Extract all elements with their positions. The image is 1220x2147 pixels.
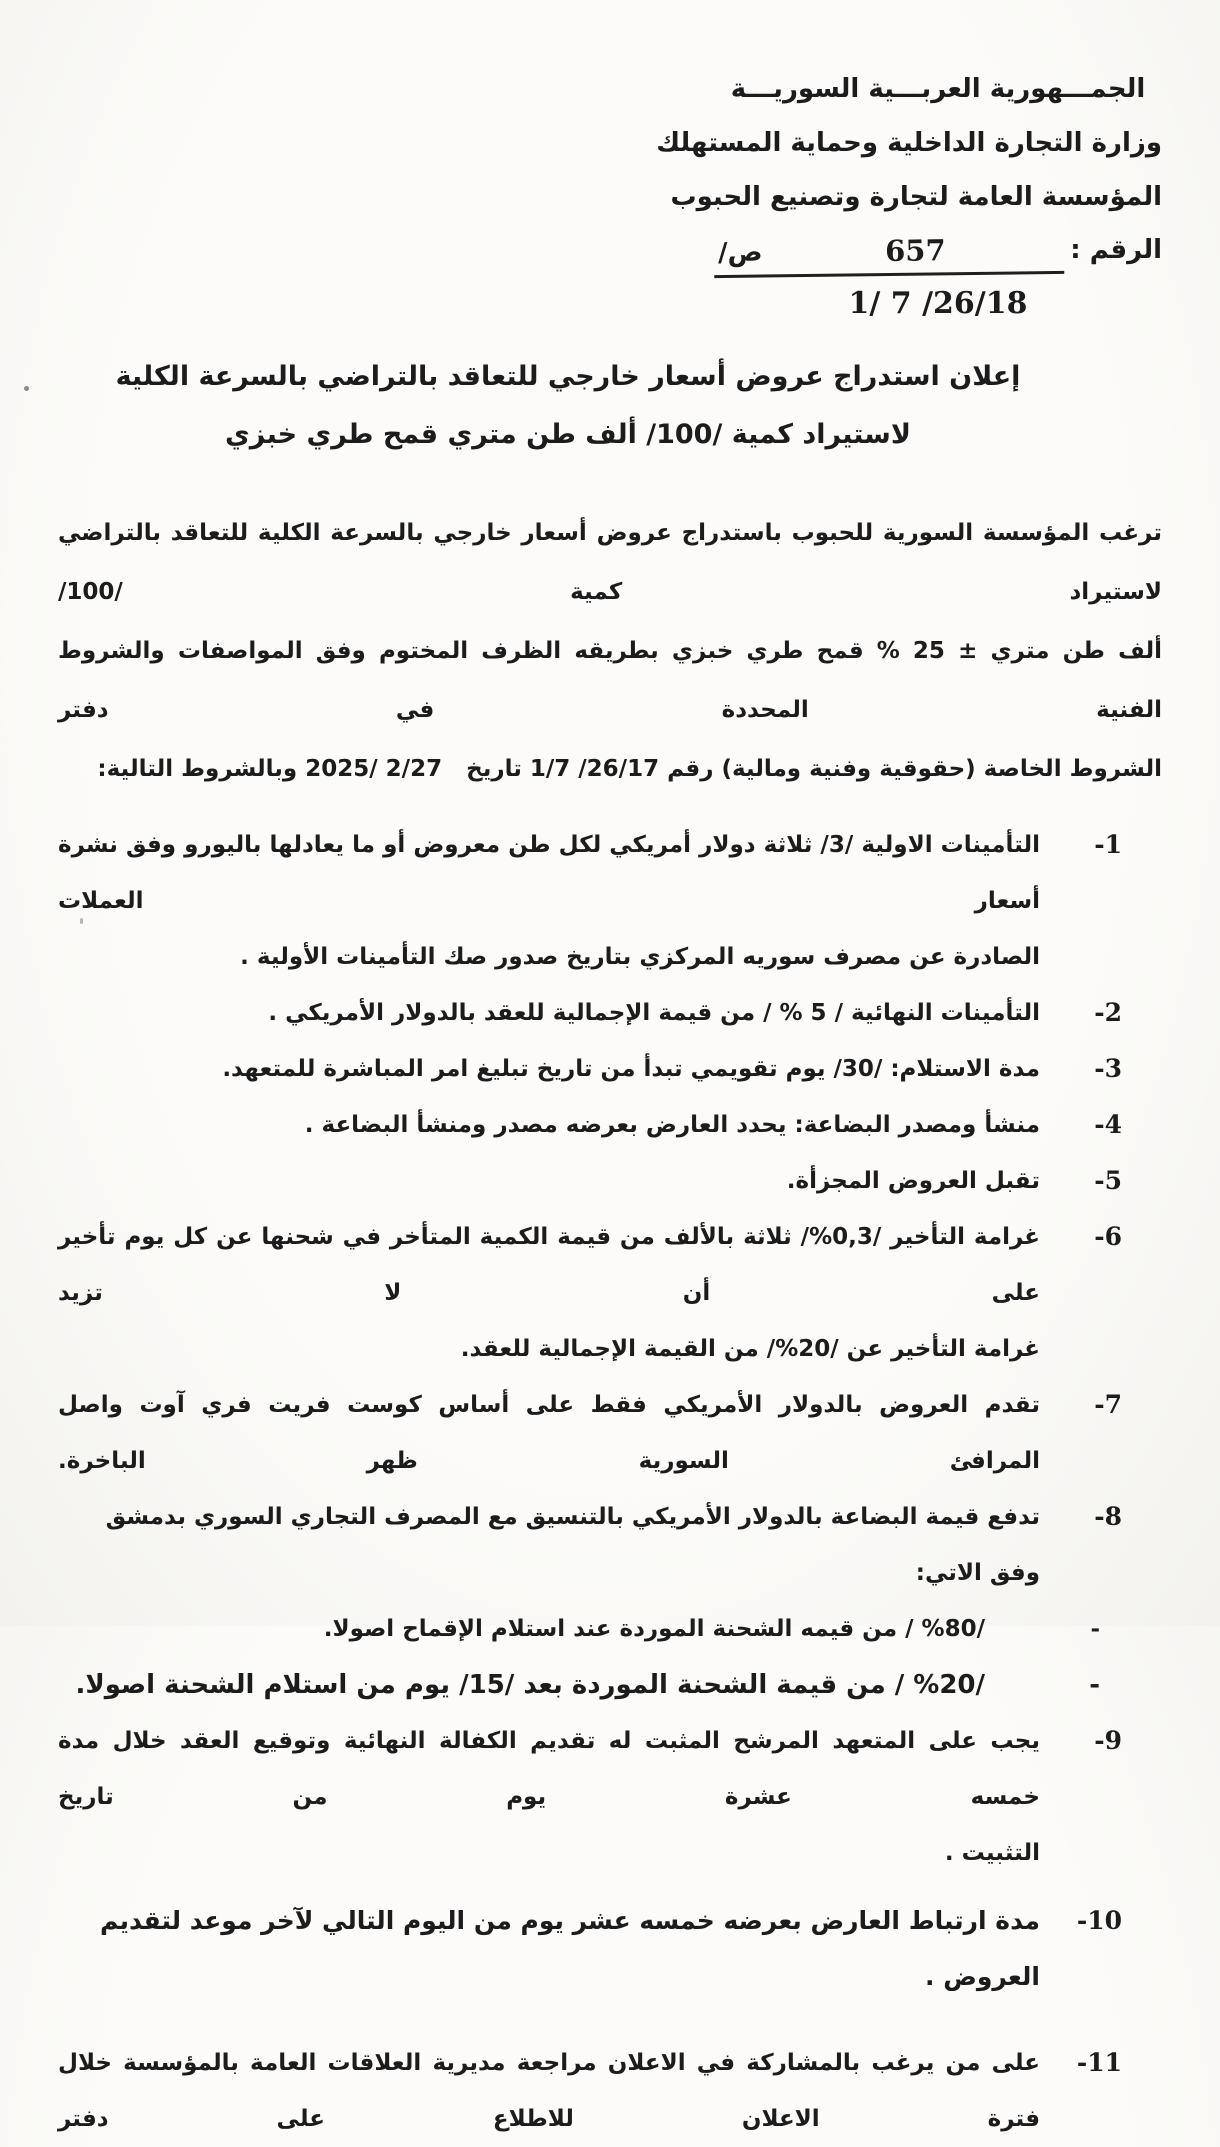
- announcement-title: [58, 348, 1162, 464]
- item-number-6: 6-: [1094, 1222, 1122, 1251]
- conditions-list: [58, 817, 1162, 2147]
- scan-speckle: [24, 386, 29, 391]
- condition-item-10: [58, 1893, 1162, 2005]
- condition-3-line-1: مدة الاستلام: ‎/30/‎ يوم تقويمي تبدأ من تاريخ تبليغ امر المباشرة للمتعهد.: [222, 1056, 1040, 1082]
- announcement-title-line1: إعلان استدراج عروض أسعار خارجي للتعاقد بالتراضي بالسرعة الكلية: [115, 361, 1021, 392]
- item-number-11: 11-: [1076, 2048, 1122, 2077]
- condition-4-line-1: منشأ ومصدر البضاعة: يحدد العارض بعرضه مصدر ومنشأ البضاعة .: [304, 1112, 1040, 1138]
- condition-9-line-1: يجب على المتعهد المرشح المثبت له تقديم الكفالة النهائية وتوقيع العقد خلال مدة خمسه عشرة يوم من تاريخ: [58, 1728, 1040, 1810]
- condition-7-line-1: تقدم العروض بالدولار الأمريكي فقط على أساس كوست فريت فري آوت واصل المرافئ السورية ظهر الباخرة.: [58, 1392, 1040, 1474]
- condition-item-8: [58, 1489, 1162, 1601]
- condition-item-5: [58, 1153, 1162, 1209]
- condition-item-7: [58, 1377, 1162, 1489]
- reference-date: 1/ 7 /26/18: [848, 286, 1028, 321]
- condition-6-line-1: غرامة التأخير ‎/%0,3/‎ ثلاثة بالألف من قيمة الكمية المتأخر في شحنها عن كل يوم تأخير على أن لا تزيد: [58, 1224, 1040, 1306]
- payment-bullet-2-text: ‎/ %20/‎ من قيمة الشحنة الموردة بعد ‎/15/‎ يوم من استلام الشحنة اصولا.: [75, 1670, 985, 1700]
- condition-6-line-2: غرامة التأخير عن ‎/%20/‎ من القيمة الإجمالية للعقد.: [460, 1336, 1040, 1362]
- condition-1-line-2: الصادرة عن مصرف سوريه المركزي بتاريخ صدور صك التأمينات الأولية .: [240, 944, 1040, 970]
- intro-line-1: ترغب المؤسسة السورية للحبوب باستدراج عروض أسعار خارجي بالسرعة الكلية للتعاقد بالتراضي لاستيراد كمية ‎/100/‎: [58, 520, 1162, 605]
- reference-number-field: [714, 227, 1065, 278]
- condition-item-6: [58, 1209, 1162, 1377]
- announcement-title-line2: لاستيراد كمية ‎/100/‎ ألف طن متري قمح طري خبزي: [225, 419, 911, 450]
- item-number-8: 8-: [1094, 1502, 1122, 1531]
- condition-item-9: [58, 1713, 1162, 1881]
- item-number-10: 10-: [1076, 1906, 1122, 1935]
- scan-speckle: [80, 918, 83, 924]
- condition-1-line-1: التأمينات الاولية ‎/3/‎ ثلاثة دولار أمريكي لكل طن معروض أو ما يعادلها باليورو وفق نشرة أسعار العملات: [58, 832, 1040, 914]
- letterhead: [656, 62, 1162, 224]
- payment-bullet-2: [58, 1657, 1162, 1713]
- condition-9-line-2: التثبيت .: [944, 1840, 1040, 1866]
- condition-8-line-1: تدفع قيمة البضاعة بالدولار الأمريكي بالتنسيق مع المصرف التجاري السوري بدمشق وفق الاتي:: [105, 1504, 1040, 1586]
- reference-number-label: الرقم :: [1070, 235, 1162, 265]
- intro-line-3: الشروط الخاصة (حقوقية وفنية ومالية) رقم ‎1/7 /26/17‎ تاريخ ‎2025/ 2/27‎ وبالشروط التالية:: [97, 756, 1162, 782]
- condition-item-3: [58, 1041, 1162, 1097]
- condition-10-line-1: مدة ارتباط العارض بعرضه خمسه عشر يوم من اليوم التالي لآخر موعد لتقديم العروض .: [100, 1906, 1040, 1991]
- letterhead-establishment: المؤسسة العامة لتجارة وتصنيع الحبوب: [670, 182, 1162, 212]
- condition-11-line-1: على من يرغب بالمشاركة في الاعلان مراجعة مديرية العلاقات العامة بالمؤسسة خلال فترة الاعلان للاطلاع على دفتر: [58, 2050, 1040, 2132]
- condition-item-4: [58, 1097, 1162, 1153]
- condition-2-line-1: التأمينات النهائية ‎/ % 5 /‎ من قيمة الإجمالية للعقد بالدولار الأمريكي .: [268, 1000, 1040, 1026]
- item-number-9: 9-: [1094, 1726, 1122, 1755]
- letterhead-country: الجمـــهورية العربـــية السوريـــة: [730, 74, 1146, 104]
- reference-number-line: [714, 224, 1162, 276]
- reference-number-value: 657: [884, 233, 946, 269]
- item-number-4: 4-: [1094, 1110, 1122, 1139]
- intro-paragraph: [58, 504, 1162, 799]
- bullet-dash-1: -: [1090, 1615, 1100, 1642]
- condition-5-line-1: تقبل العروض المجزأة.: [786, 1168, 1040, 1194]
- item-number-7: 7-: [1094, 1390, 1122, 1419]
- item-number-2: 2-: [1094, 998, 1122, 1027]
- intro-line-2: ألف طن متري ‎% 25 ±‎ قمح طري خبزي بطريقه الظرف المختوم وفق المواصفات والشروط الفنية المحددة في دفتر: [58, 638, 1163, 723]
- letterhead-ministry: وزارة التجارة الداخلية وحماية المستهلك: [656, 128, 1162, 158]
- bullet-dash-2: -: [1089, 1670, 1100, 1700]
- payment-bullet-1-text: ‎/ %80/‎ من قيمه الشحنة الموردة عند استلام الإقماح اصولا.: [323, 1616, 985, 1642]
- condition-item-11-partial: [58, 2035, 1162, 2147]
- item-number-3: 3-: [1094, 1054, 1122, 1083]
- condition-item-2: [58, 985, 1162, 1041]
- item-number-1: 1-: [1094, 830, 1122, 859]
- payment-bullet-1: [58, 1601, 1162, 1657]
- item-number-5: 5-: [1094, 1166, 1122, 1195]
- condition-item-1: [58, 817, 1162, 985]
- reference-number-suffix: /ص: [717, 237, 763, 269]
